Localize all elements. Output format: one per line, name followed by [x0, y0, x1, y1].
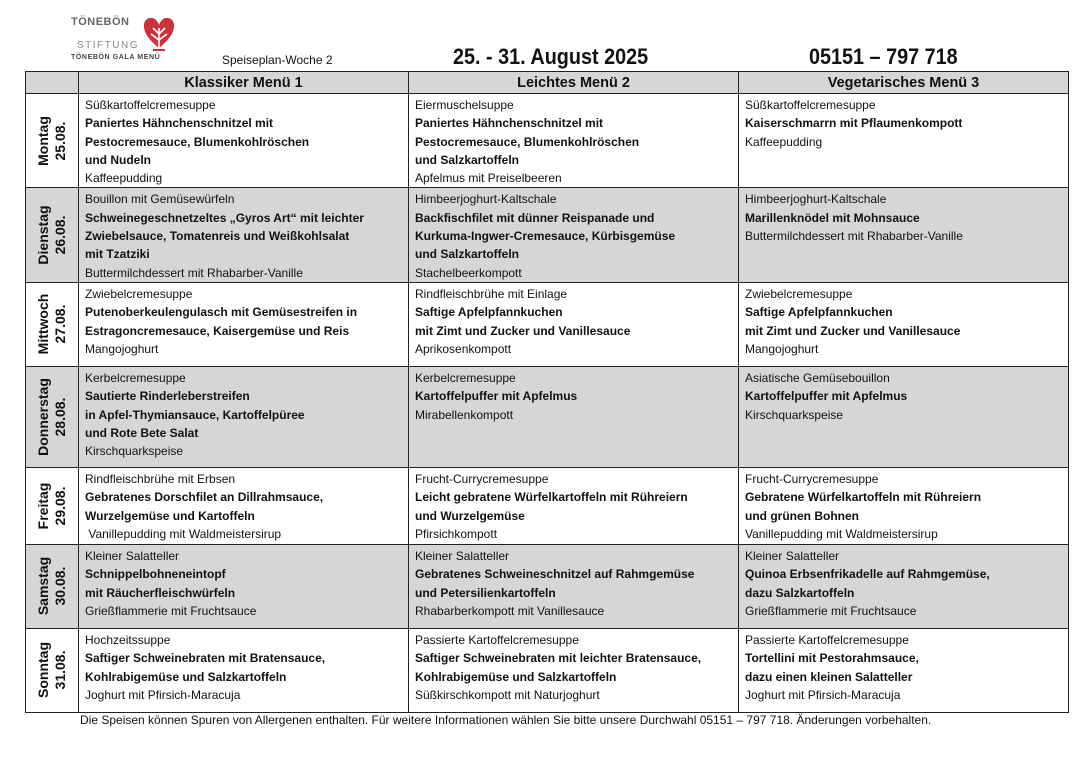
day-row	[26, 282, 1069, 366]
menu-cell	[409, 467, 739, 544]
main-course-line: Putenoberkeulengulasch mit Gemüsestreifen in	[85, 305, 358, 320]
dessert: Joghurt mit Pfirsich-Maracuja	[745, 687, 901, 702]
main-course-line: Kartoffelpuffer mit Apfelmus	[415, 389, 578, 404]
day-name: Mittwoch	[35, 294, 51, 355]
main-course-line: Kartoffelpuffer mit Apfelmus	[745, 389, 908, 404]
starter: Himbeerjoghurt-Kaltschale	[415, 192, 557, 207]
main-course-line: und Nudeln	[85, 152, 151, 167]
main-course-line: Saftiger Schweinebraten mit leichter Bratensauce,	[415, 651, 702, 666]
day-date: 30.08.	[52, 567, 68, 606]
day-row	[26, 467, 1069, 544]
main-course-line: mit Zimt und Zucker und Vanillesauce	[745, 323, 961, 338]
day-name: Donnerstag	[35, 378, 51, 456]
menu-cell	[739, 188, 1069, 282]
starter: Kleiner Salatteller	[745, 548, 840, 563]
menu-cell	[79, 188, 409, 282]
menu-table	[25, 71, 1069, 713]
starter: Bouillon mit Gemüsewürfeln	[85, 192, 235, 207]
column-header: Klassiker Menü 1	[79, 72, 409, 94]
dessert: Apfelmus mit Preiselbeeren	[415, 171, 562, 186]
main-course-line: und Wurzelgemüse	[415, 508, 525, 523]
menu-cell	[739, 366, 1069, 467]
dessert: Mangojoghurt	[745, 341, 819, 356]
day-label	[35, 483, 69, 530]
day-label-cell	[26, 94, 79, 188]
day-name: Freitag	[35, 482, 51, 530]
starter: Passierte Kartoffelcremesuppe	[415, 632, 579, 647]
heart-tree-logo-icon	[141, 14, 177, 52]
main-course-line: und Salzkartoffeln	[415, 247, 520, 262]
menu-cell	[79, 282, 409, 366]
menu-cell	[79, 94, 409, 188]
starter: Kleiner Salatteller	[85, 548, 180, 563]
day-row	[26, 366, 1069, 467]
dessert: Pfirsichkompott	[415, 526, 498, 541]
dessert: Stachelbeerkompott	[415, 265, 522, 280]
main-course-line: und Rote Bete Salat	[85, 425, 199, 440]
main-course-line: und Salzkartoffeln	[415, 152, 520, 167]
main-course-line: Zwiebelsauce, Tomatenreis und Weißkohlsalat	[85, 229, 350, 244]
starter: Süßkartoffelcremesuppe	[85, 98, 216, 112]
footer-note: Die Speisen können Spuren von Allergenen enthalten. Für weitere Informationen wählen Sie bitte unsere Durchwahl 05151 – 797 718. Änderungen vorbehalten.	[80, 713, 932, 727]
dessert: Kirschquarkspeise	[745, 407, 844, 422]
dessert: Vanillepudding mit Waldmeistersirup	[85, 526, 282, 541]
main-course-line: Saftige Apfelpfannkuchen	[745, 305, 893, 320]
main-course-line: Kurkuma-Ingwer-Cremesauce, Kürbisgemüse	[415, 229, 676, 244]
dessert: Rhabarberkompott mit Vanillesauce	[415, 603, 605, 618]
main-course-line: Backfischfilet mit dünner Reispanade und	[415, 210, 655, 225]
logo-brand: TÖNEBÖN	[71, 16, 130, 28]
day-date: 25.08.	[52, 121, 68, 161]
starter: Rindfleischbrühe mit Einlage	[415, 286, 568, 301]
main-course-line: mit Räucherfleischwürfeln	[85, 585, 236, 600]
main-course-line: Saftige Apfelpfannkuchen	[415, 305, 563, 320]
starter: Frucht-Currycremesuppe	[415, 471, 549, 486]
day-label-cell	[26, 188, 79, 282]
main-course-line: Pestocremesauce, Blumenkohlröschen	[415, 134, 640, 149]
column-header: Vegetarisches Menü 3	[739, 72, 1069, 94]
day-date: 28.08.	[52, 397, 68, 437]
logo	[71, 14, 191, 66]
main-course-line: Gebratene Würfelkartoffeln mit Rühreiern	[745, 490, 982, 505]
menu-cell	[409, 94, 739, 188]
day-label-cell	[26, 282, 79, 366]
main-course-line: Wurzelgemüse und Kartoffeln	[85, 508, 255, 523]
main-course-line: Pestocremesauce, Blumenkohlröschen	[85, 134, 310, 149]
main-course-line: Saftiger Schweinebraten mit Bratensauce,	[85, 651, 326, 666]
dessert: Süßkirschkompott mit Naturjoghurt	[415, 687, 600, 702]
menu-header-row	[26, 72, 1069, 94]
day-name: Sonntag	[35, 642, 51, 699]
starter: Zwiebelcremesuppe	[745, 286, 853, 301]
day-label-cell	[26, 366, 79, 467]
main-course-line: und grünen Bohnen	[745, 508, 859, 523]
main-course-line: Paniertes Hähnchenschnitzel mit	[415, 116, 604, 131]
day-row	[26, 94, 1069, 188]
dessert: Grießflammerie mit Fruchtsauce	[85, 603, 257, 618]
main-course-line: Marillenknödel mit Mohnsauce	[745, 210, 920, 225]
day-name: Montag	[35, 115, 51, 166]
dessert: Mirabellenkompott	[415, 407, 514, 422]
starter: Kleiner Salatteller	[415, 548, 510, 563]
column-header: Leichtes Menü 2	[409, 72, 739, 94]
main-course-line: Leicht gebratene Würfelkartoffeln mit Rühreiern	[415, 490, 688, 505]
day-date: 31.08.	[52, 651, 68, 690]
menu-cell	[409, 544, 739, 628]
corner-cell	[26, 72, 79, 94]
logo-stiftung: STIFTUNG	[77, 40, 139, 51]
day-label	[35, 206, 69, 265]
menu-cell	[409, 628, 739, 712]
main-course-line: Gebratenes Schweineschnitzel auf Rahmgemüse	[415, 567, 695, 582]
day-name: Samstag	[35, 557, 51, 616]
day-row	[26, 544, 1069, 628]
dessert: Grießflammerie mit Fruchtsauce	[745, 603, 917, 618]
starter: Zwiebelcremesuppe	[85, 286, 193, 301]
main-course-line: Sautierte Rinderleberstreifen	[85, 389, 250, 404]
phone-number: 05151 – 797 718	[809, 44, 958, 69]
main-course-line: Kohlrabigemüse und Salzkartoffeln	[85, 669, 287, 684]
menu-cell	[739, 628, 1069, 712]
menu-cell	[79, 467, 409, 544]
day-label	[35, 378, 69, 456]
main-course-line: dazu einen kleinen Salatteller	[745, 669, 913, 684]
main-course-line: mit Zimt und Zucker und Vanillesauce	[415, 323, 631, 338]
day-label-cell	[26, 628, 79, 712]
day-label-cell	[26, 467, 79, 544]
starter: Kerbelcremesuppe	[415, 370, 516, 385]
menu-cell	[409, 188, 739, 282]
date-range: 25. - 31. August 2025	[453, 44, 649, 69]
starter: Asiatische Gemüsebouillon	[745, 370, 890, 385]
dessert: Aprikosenkompott	[415, 341, 512, 356]
starter: Rindfleischbrühe mit Erbsen	[85, 471, 236, 486]
main-course-line: dazu Salzkartoffeln	[745, 585, 855, 600]
dessert: Mangojoghurt	[85, 341, 159, 356]
starter: Himbeerjoghurt-Kaltschale	[745, 192, 887, 207]
main-course-line: Kaiserschmarrn mit Pflaumenkompott	[745, 116, 963, 131]
dessert: Buttermilchdessert mit Rhabarber-Vanille	[85, 265, 303, 280]
menu-cell	[409, 366, 739, 467]
week-label: Speiseplan-Woche 2	[222, 53, 333, 67]
main-course-line: Paniertes Hähnchenschnitzel mit	[85, 116, 274, 131]
day-date: 26.08.	[52, 215, 68, 255]
dessert: Kirschquarkspeise	[85, 444, 184, 459]
main-course-line: Gebratenes Dorschfilet an Dillrahmsauce,	[85, 490, 324, 505]
menu-cell	[739, 94, 1069, 188]
menu-cell	[79, 544, 409, 628]
starter: Hochzeitssuppe	[85, 632, 171, 647]
starter: Frucht-Currycremesuppe	[745, 471, 879, 486]
dessert: Buttermilchdessert mit Rhabarber-Vanille	[745, 229, 963, 244]
main-course-line: Kohlrabigemüse und Salzkartoffeln	[415, 669, 617, 684]
day-label	[35, 557, 69, 615]
day-row	[26, 628, 1069, 712]
menu-cell	[739, 467, 1069, 544]
menu-cell	[739, 544, 1069, 628]
starter: Eiermuschelsuppe	[415, 98, 514, 112]
starter: Kerbelcremesuppe	[85, 370, 186, 385]
starter: Süßkartoffelcremesuppe	[745, 98, 876, 112]
main-course-line: Schweinegeschnetzeltes „Gyros Art“ mit leichter	[85, 210, 364, 225]
day-name: Dienstag	[35, 205, 51, 265]
dessert: Kaffeepudding	[85, 171, 163, 186]
menu-cell	[739, 282, 1069, 366]
dessert: Vanillepudding mit Waldmeistersirup	[745, 526, 938, 541]
dessert: Kaffeepudding	[745, 134, 823, 149]
day-label-cell	[26, 544, 79, 628]
menu-cell	[79, 366, 409, 467]
day-label	[35, 642, 69, 698]
logo-gala: TÖNEBÖN GALA MENÜ	[71, 54, 161, 61]
day-row	[26, 188, 1069, 282]
starter: Passierte Kartoffelcremesuppe	[745, 632, 909, 647]
main-course-line: Estragoncremesauce, Kaisergemüse und Reis	[85, 323, 350, 338]
menu-cell	[409, 282, 739, 366]
main-course-line: Tortellini mit Pestorahmsauce,	[745, 651, 919, 666]
day-label	[35, 116, 69, 166]
day-date: 29.08.	[52, 486, 68, 526]
main-course-line: und Petersilienkartoffeln	[415, 585, 556, 600]
day-date: 27.08.	[52, 305, 68, 344]
main-course-line: Schnippelbohneneintopf	[85, 567, 226, 582]
dessert: Joghurt mit Pfirsich-Maracuja	[85, 687, 241, 702]
main-course-line: in Apfel-Thymiansauce, Kartoffelpüree	[85, 407, 305, 422]
day-label	[35, 294, 69, 355]
main-course-line: Quinoa Erbsenfrikadelle auf Rahmgemüse,	[745, 567, 990, 582]
menu-cell	[79, 628, 409, 712]
main-course-line: mit Tzatziki	[85, 247, 150, 262]
